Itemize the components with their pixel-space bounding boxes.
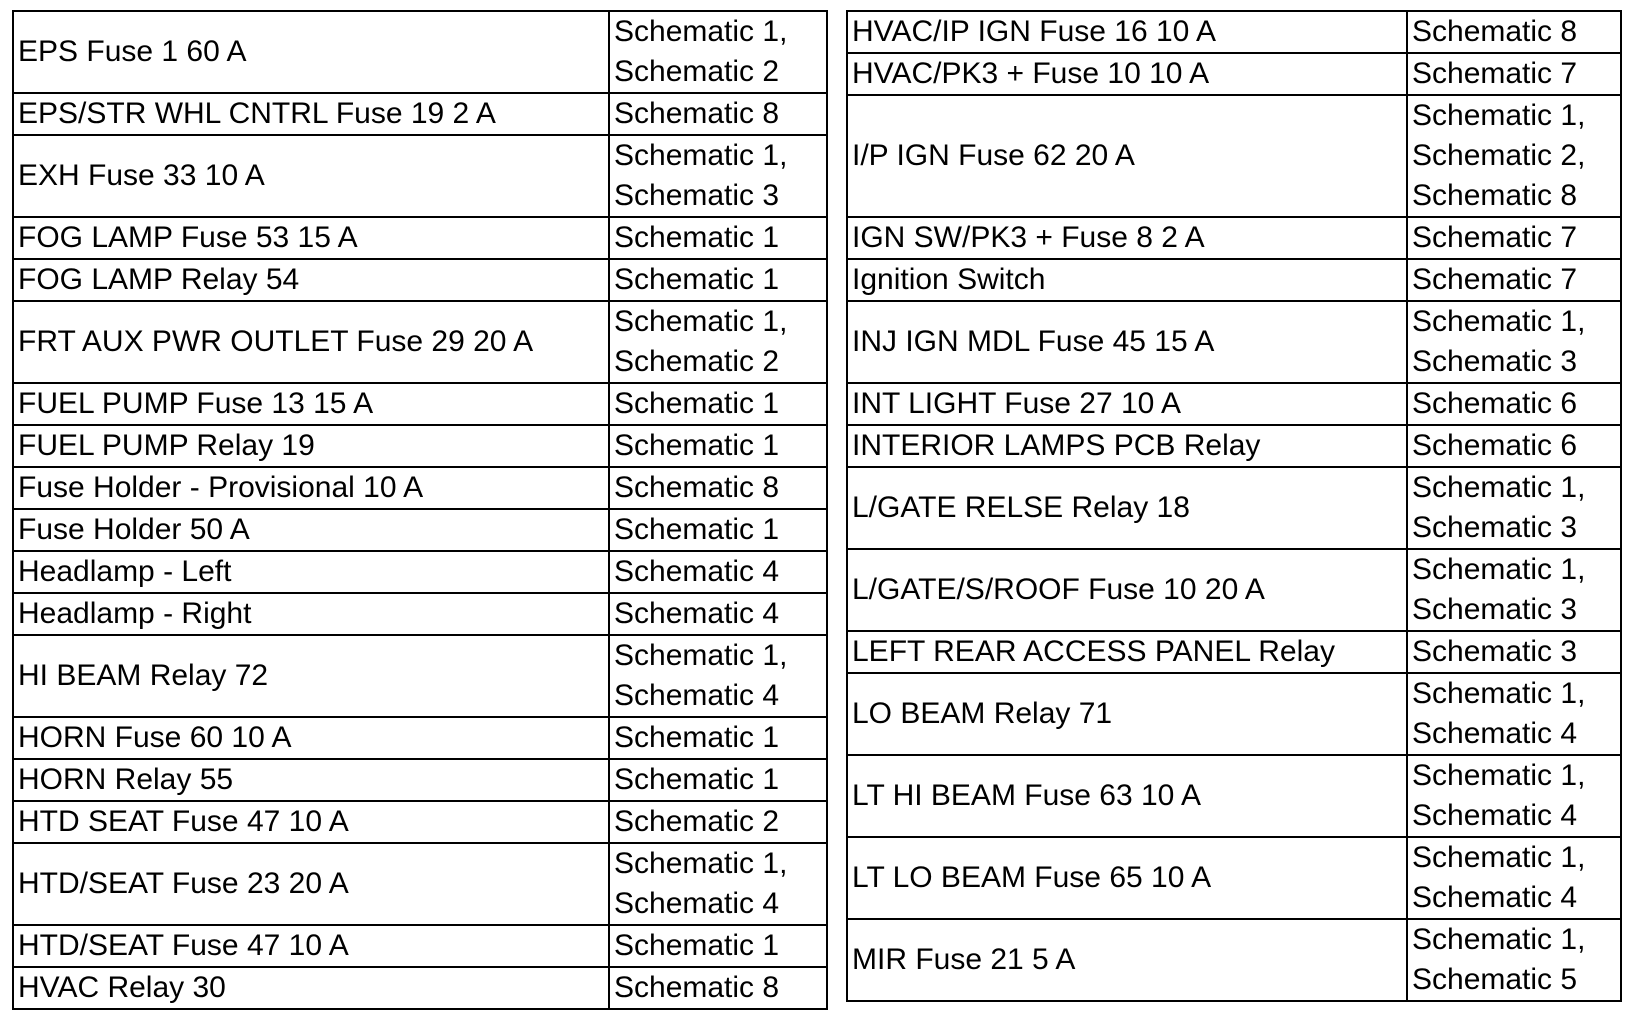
schematic-reference-cell (1407, 673, 1621, 755)
table-row (847, 919, 1621, 1001)
component-name-cell: HVAC Relay 30 (13, 967, 609, 1009)
component-name-cell: HVAC/PK3 + Fuse 10 10 A (847, 53, 1407, 95)
table-row (847, 549, 1621, 631)
table-row (847, 837, 1621, 919)
table-row (13, 801, 827, 843)
schematic-reference: Schematic 7 (1412, 263, 1578, 296)
component-name-cell: LT HI BEAM Fuse 63 10 A (847, 755, 1407, 837)
schematic-reference: Schematic 4 (1412, 717, 1578, 750)
table-row (847, 53, 1621, 95)
schematic-reference: Schematic 2 (614, 805, 780, 838)
schematic-reference: Schematic 7 (1412, 221, 1578, 254)
schematic-reference: Schematic 8 (1412, 15, 1578, 48)
table-body-left (13, 11, 827, 1009)
table-row (847, 755, 1621, 837)
schematic-reference-cell (1407, 11, 1621, 53)
schematic-reference: Schematic 1, (1412, 759, 1586, 792)
schematic-reference-cell (609, 135, 827, 217)
schematic-reference-cell (609, 593, 827, 635)
component-name-cell: HORN Fuse 60 10 A (13, 717, 609, 759)
component-name-cell: HTD/SEAT Fuse 47 10 A (13, 925, 609, 967)
table-row (13, 509, 827, 551)
table-row (847, 673, 1621, 755)
table-row (13, 843, 827, 925)
schematic-reference: Schematic 3 (1412, 635, 1578, 668)
schematic-reference: Schematic 4 (1412, 881, 1578, 914)
schematic-reference: Schematic 1, (1412, 677, 1586, 710)
schematic-reference: Schematic 1, (614, 639, 788, 672)
table-row (13, 135, 827, 217)
component-name-cell: INJ IGN MDL Fuse 45 15 A (847, 301, 1407, 383)
schematic-reference: Schematic 4 (614, 887, 780, 920)
component-name-cell: HTD/SEAT Fuse 23 20 A (13, 843, 609, 925)
component-name-cell: EPS/STR WHL CNTRL Fuse 19 2 A (13, 93, 609, 135)
schematic-reference: Schematic 1 (614, 429, 780, 462)
table-row (13, 217, 827, 259)
component-name-cell: IGN SW/PK3 + Fuse 8 2 A (847, 217, 1407, 259)
schematic-reference: Schematic 2, (1412, 139, 1586, 172)
component-index-table-right (846, 10, 1622, 1002)
table-row (847, 259, 1621, 301)
component-name-cell: HTD SEAT Fuse 47 10 A (13, 801, 609, 843)
component-name-cell: EXH Fuse 33 10 A (13, 135, 609, 217)
component-name-cell: L/GATE RELSE Relay 18 (847, 467, 1407, 549)
component-name-cell: INTERIOR LAMPS PCB Relay (847, 425, 1407, 467)
component-name-cell: Fuse Holder - Provisional 10 A (13, 467, 609, 509)
schematic-reference: Schematic 1 (614, 263, 780, 296)
component-name-cell: FOG LAMP Relay 54 (13, 259, 609, 301)
table-row (847, 383, 1621, 425)
schematic-reference: Schematic 1, (1412, 841, 1586, 874)
component-name-cell: HI BEAM Relay 72 (13, 635, 609, 717)
schematic-reference-cell (609, 717, 827, 759)
schematic-reference: Schematic 8 (614, 97, 780, 130)
schematic-reference-cell (1407, 95, 1621, 217)
table-row (847, 11, 1621, 53)
schematic-reference-cell (609, 467, 827, 509)
component-name-cell: FUEL PUMP Relay 19 (13, 425, 609, 467)
table-row (13, 259, 827, 301)
component-name-cell: FUEL PUMP Fuse 13 15 A (13, 383, 609, 425)
table-row (847, 631, 1621, 673)
table-row (13, 301, 827, 383)
component-name-cell: Ignition Switch (847, 259, 1407, 301)
component-name-cell: INT LIGHT Fuse 27 10 A (847, 383, 1407, 425)
component-name-cell: Fuse Holder 50 A (13, 509, 609, 551)
schematic-reference-cell (609, 925, 827, 967)
table-row (847, 301, 1621, 383)
schematic-reference: Schematic 1, (1412, 923, 1586, 956)
schematic-reference-cell (1407, 631, 1621, 673)
schematic-reference-cell (1407, 755, 1621, 837)
table-row (13, 635, 827, 717)
schematic-reference-cell (609, 551, 827, 593)
table-row (13, 467, 827, 509)
component-name-cell: FOG LAMP Fuse 53 15 A (13, 217, 609, 259)
schematic-reference-cell (1407, 425, 1621, 467)
schematic-reference-cell (1407, 53, 1621, 95)
schematic-reference: Schematic 1 (614, 929, 780, 962)
schematic-reference-cell (609, 801, 827, 843)
schematic-reference-cell (609, 11, 827, 93)
table-row (13, 967, 827, 1009)
table-row (13, 425, 827, 467)
component-name-cell: LEFT REAR ACCESS PANEL Relay (847, 631, 1407, 673)
schematic-reference: Schematic 5 (1412, 963, 1578, 996)
table-row (847, 95, 1621, 217)
schematic-reference: Schematic 8 (614, 471, 780, 504)
schematic-reference: Schematic 1 (614, 513, 780, 546)
schematic-reference: Schematic 6 (1412, 429, 1578, 462)
schematic-reference-cell (609, 259, 827, 301)
schematic-reference: Schematic 1, (1412, 99, 1586, 132)
schematic-reference-cell (609, 509, 827, 551)
schematic-reference-cell (609, 383, 827, 425)
schematic-reference-cell (1407, 259, 1621, 301)
schematic-reference: Schematic 4 (614, 555, 780, 588)
component-name-cell: Headlamp - Right (13, 593, 609, 635)
schematic-reference: Schematic 1 (614, 221, 780, 254)
schematic-reference-cell (609, 759, 827, 801)
schematic-reference-cell (609, 217, 827, 259)
schematic-reference: Schematic 8 (1412, 179, 1578, 212)
component-name-cell: Headlamp - Left (13, 551, 609, 593)
schematic-reference-cell (1407, 549, 1621, 631)
schematic-reference-cell (1407, 467, 1621, 549)
schematic-reference-cell (609, 843, 827, 925)
schematic-reference: Schematic 4 (1412, 799, 1578, 832)
schematic-reference: Schematic 2 (614, 55, 780, 88)
schematic-reference: Schematic 1, (614, 847, 788, 880)
schematic-reference-cell (609, 301, 827, 383)
component-name-cell: HVAC/IP IGN Fuse 16 10 A (847, 11, 1407, 53)
schematic-reference: Schematic 7 (1412, 57, 1578, 90)
table-row (847, 467, 1621, 549)
table-row (13, 93, 827, 135)
schematic-reference-cell (1407, 301, 1621, 383)
table-row (13, 383, 827, 425)
schematic-reference: Schematic 3 (1412, 593, 1578, 626)
schematic-reference: Schematic 1, (1412, 471, 1586, 504)
schematic-reference: Schematic 1, (614, 305, 788, 338)
table-row (847, 217, 1621, 259)
component-name-cell: HORN Relay 55 (13, 759, 609, 801)
schematic-reference-cell (1407, 919, 1621, 1001)
schematic-reference-cell (609, 93, 827, 135)
schematic-reference: Schematic 1, (614, 139, 788, 172)
schematic-reference: Schematic 1 (614, 387, 780, 420)
table-row (13, 593, 827, 635)
component-name-cell: MIR Fuse 21 5 A (847, 919, 1407, 1001)
schematic-reference: Schematic 8 (614, 971, 780, 1004)
table-row (847, 425, 1621, 467)
component-name-cell: EPS Fuse 1 60 A (13, 11, 609, 93)
schematic-reference-cell (1407, 383, 1621, 425)
schematic-reference: Schematic 1, (1412, 553, 1586, 586)
schematic-reference: Schematic 6 (1412, 387, 1578, 420)
schematic-reference-cell (609, 425, 827, 467)
table-body-right (847, 11, 1621, 1001)
schematic-reference: Schematic 2 (614, 345, 780, 378)
schematic-reference: Schematic 1 (614, 721, 780, 754)
component-name-cell: I/P IGN Fuse 62 20 A (847, 95, 1407, 217)
table-row (13, 925, 827, 967)
schematic-reference: Schematic 3 (1412, 345, 1578, 378)
schematic-reference: Schematic 1 (614, 763, 780, 796)
table-row (13, 717, 827, 759)
schematic-reference: Schematic 1, (614, 15, 788, 48)
schematic-reference: Schematic 4 (614, 679, 780, 712)
component-name-cell: LT LO BEAM Fuse 65 10 A (847, 837, 1407, 919)
schematic-reference-cell (609, 635, 827, 717)
component-index-table-left (12, 10, 828, 1010)
component-name-cell: LO BEAM Relay 71 (847, 673, 1407, 755)
schematic-reference-cell (609, 967, 827, 1009)
schematic-reference-cell (1407, 837, 1621, 919)
table-row (13, 551, 827, 593)
table-row (13, 11, 827, 93)
schematic-reference: Schematic 3 (614, 179, 780, 212)
component-name-cell: L/GATE/S/ROOF Fuse 10 20 A (847, 549, 1407, 631)
schematic-reference: Schematic 3 (1412, 511, 1578, 544)
schematic-reference: Schematic 1, (1412, 305, 1586, 338)
table-row (13, 759, 827, 801)
component-name-cell: FRT AUX PWR OUTLET Fuse 29 20 A (13, 301, 609, 383)
schematic-reference-cell (1407, 217, 1621, 259)
schematic-reference: Schematic 4 (614, 597, 780, 630)
